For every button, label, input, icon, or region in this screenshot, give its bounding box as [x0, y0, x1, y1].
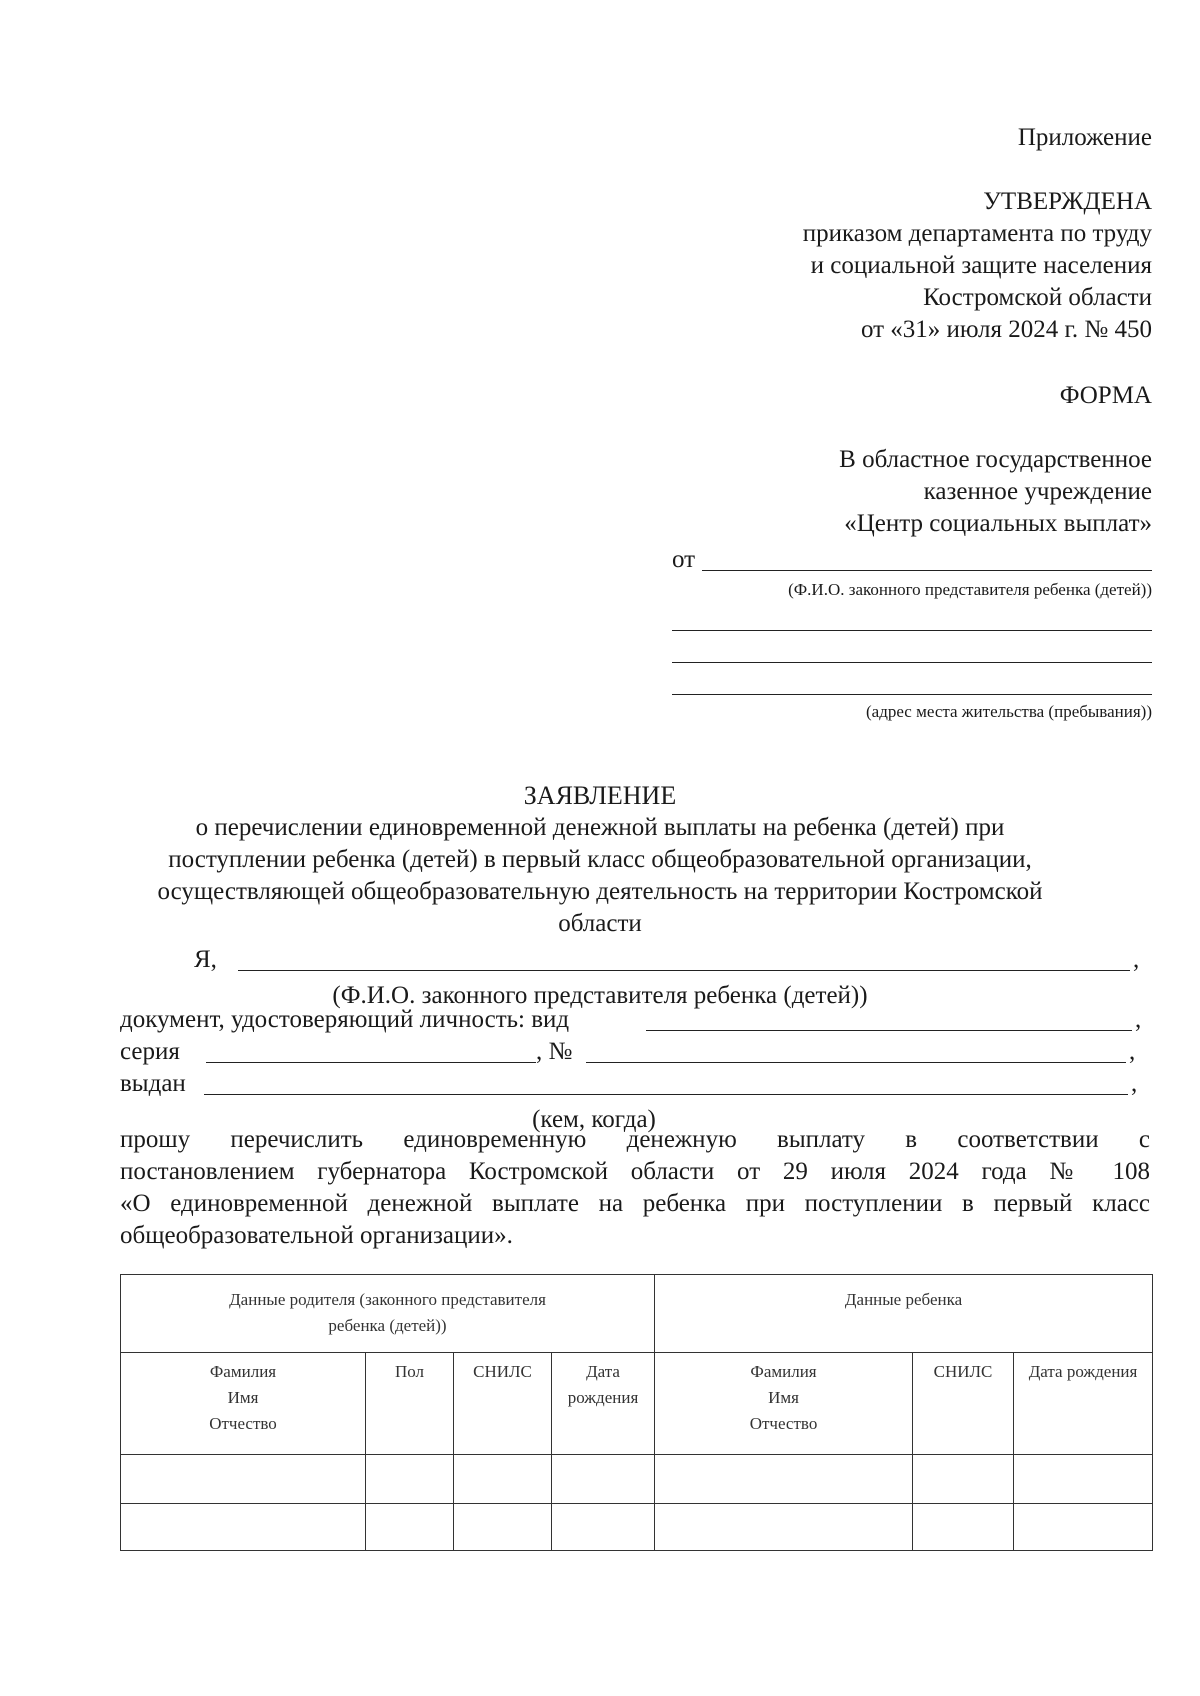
title-line-2: поступлении ребенка (детей) в первый класс общеобразовательной организации, [168, 846, 1032, 873]
group-header-child: Данные ребенка [655, 1275, 1153, 1353]
from-fio-caption: (Ф.И.О. законного представителя ребенка (детей)) [788, 580, 1152, 599]
table-cell[interactable] [1014, 1455, 1153, 1504]
number-comma: , [1129, 1038, 1136, 1065]
table-cell[interactable] [552, 1455, 655, 1504]
col-parent-birthdate [552, 1353, 655, 1455]
appendix-label: Приложение [1017, 124, 1152, 151]
col-parent-snils: СНИЛС [454, 1353, 552, 1455]
col-child-fio-line-1: Фамилия [750, 1362, 817, 1381]
table-cell[interactable] [655, 1455, 913, 1504]
issued-caption: (кем, когда) [532, 1106, 656, 1133]
title-line-4: области [558, 910, 642, 937]
address-line-2[interactable] [672, 662, 1152, 663]
applicant-fio-line[interactable] [238, 970, 1130, 971]
table-cell[interactable] [366, 1504, 454, 1551]
body-line-1: прошу перечислить единовременную денежную выплату в соответствии с [120, 1126, 1150, 1153]
from-label: от [672, 546, 696, 573]
recipient-line-3: «Центр социальных выплат» [844, 510, 1152, 537]
table-cell[interactable] [1014, 1504, 1153, 1551]
data-table [120, 1274, 1153, 1551]
issued-comma: , [1131, 1070, 1138, 1097]
table-cell[interactable] [655, 1504, 913, 1551]
col-parent-sex: Пол [366, 1353, 454, 1455]
title-line-3: осуществляющей общеобразовательную деятельность на территории Костромской [157, 878, 1043, 905]
address-line-1[interactable] [672, 630, 1152, 631]
issued-line[interactable] [204, 1094, 1128, 1095]
number-label: , № [536, 1038, 573, 1065]
col-parent-fio-line-2: Имя [227, 1388, 259, 1407]
title-line-1: о перечислении единовременной денежной выплаты на ребенка (детей) при [195, 814, 1005, 841]
order-line-4: от «31» июля 2024 г. № 450 [860, 316, 1152, 343]
table-row [121, 1455, 1153, 1504]
form-label: ФОРМА [1059, 382, 1152, 409]
applicant-fio-caption: (Ф.И.О. законного представителя ребенка (детей)) [332, 982, 868, 1009]
col-child-fio-line-3: Отчество [749, 1414, 818, 1433]
series-label: серия [120, 1038, 180, 1065]
recipient-line-1: В областное государственное [839, 446, 1152, 473]
fio-comma: , [1133, 946, 1140, 973]
table-column-header-row [121, 1353, 1153, 1455]
table-cell[interactable] [366, 1455, 454, 1504]
table-cell[interactable] [454, 1455, 552, 1504]
group-header-parent: Данные родителя (законного представителя ребенка (детей)) [121, 1275, 655, 1353]
table-cell[interactable] [121, 1455, 366, 1504]
doc-comma: , [1135, 1006, 1142, 1033]
table-group-header-row [121, 1275, 1153, 1353]
col-child-fio-line-2: Имя [768, 1388, 799, 1407]
recipient-line-2: казенное учреждение [923, 478, 1152, 505]
order-line-2: и социальной защите населения [810, 252, 1152, 279]
col-child-fio [655, 1353, 913, 1455]
body-line-3: «О единовременной денежной выплате на ребенка при поступлении в первый класс [120, 1190, 1150, 1217]
col-parent-birthdate-line-1: Дата [586, 1362, 620, 1381]
from-fio-line[interactable] [702, 570, 1152, 571]
approved-label: УТВЕРЖДЕНА [983, 188, 1152, 215]
series-line[interactable] [206, 1062, 536, 1063]
order-line-3: Костромской области [923, 284, 1152, 311]
address-line-3[interactable] [672, 694, 1152, 695]
table-cell[interactable] [454, 1504, 552, 1551]
number-line[interactable] [586, 1062, 1126, 1063]
i-label: Я, [194, 946, 217, 973]
table-cell[interactable] [121, 1504, 366, 1551]
table-cell[interactable] [913, 1504, 1014, 1551]
body-line-2: постановлением губернатора Костромской области от 29 июля 2024 года № 108 [120, 1158, 1150, 1185]
col-parent-birthdate-line-2: рождения [567, 1388, 639, 1407]
doc-label: документ, удостоверяющий личность: вид [120, 1006, 570, 1033]
col-parent-fio-line-1: Фамилия [209, 1362, 277, 1381]
issued-label: выдан [120, 1070, 186, 1097]
col-parent-fio [121, 1353, 366, 1455]
table-cell[interactable] [552, 1504, 655, 1551]
col-child-birthdate: Дата рождения [1014, 1353, 1153, 1455]
address-caption: (адрес места жительства (пребывания)) [865, 702, 1152, 721]
doc-type-line[interactable] [646, 1030, 1132, 1031]
col-child-snils: СНИЛС [913, 1353, 1014, 1455]
document-title: ЗАЯВЛЕНИЕ [523, 781, 677, 810]
col-parent-fio-line-3: Отчество [209, 1414, 277, 1433]
body-line-4: общеобразовательной организации». [120, 1222, 513, 1249]
table-row [121, 1504, 1153, 1551]
order-line-1: приказом департамента по труду [802, 220, 1152, 247]
table-cell[interactable] [913, 1455, 1014, 1504]
